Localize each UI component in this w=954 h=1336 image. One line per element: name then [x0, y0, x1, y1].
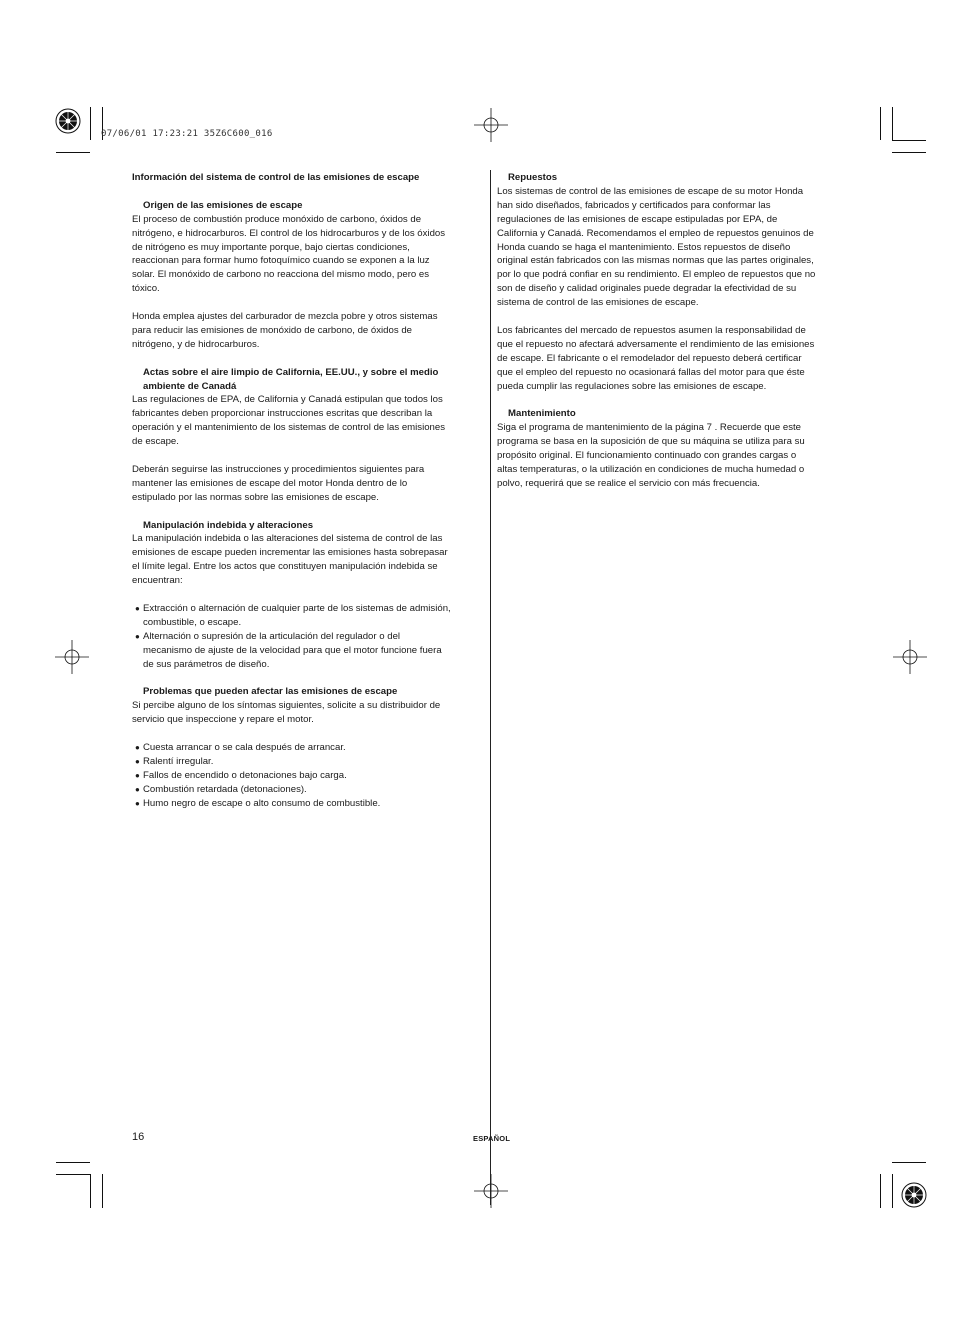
text-line: Honda emplea ajustes del carburador de mezcla pobre y otros sistemas — [132, 311, 438, 323]
bullet-icon: ● — [135, 784, 140, 794]
left-column — [132, 171, 488, 811]
list-item — [132, 741, 488, 755]
text-line: que el repuesto no afectará adversamente el rendimiento de las emisiones — [497, 338, 815, 350]
main-title: Información del sistema de control de las emisiones de escape — [132, 172, 420, 183]
crop-mark — [880, 1174, 881, 1208]
text-line: regulaciones de las emisiones de escape estipuladas por EPA, de — [497, 213, 778, 225]
text-line: Honda cuando se haga el mantenimiento. Estos repuestos de diseño — [497, 241, 791, 253]
text-line: de nitrógeno es muy importante porque, bajo ciertas condiciones, — [132, 241, 410, 253]
text-line: Las regulaciones de EPA, de California y Canadá estipulan que todos los — [132, 394, 443, 406]
crosshair-mark-top — [474, 108, 508, 142]
text-line: Ralentí irregular. — [143, 755, 214, 767]
section-heading: Problemas que pueden afectar las emisiones de escape — [143, 686, 398, 698]
text-line: servicio que inspeccione y repare el motor. — [132, 714, 314, 726]
text-line: son de diseño y calidad originales puede degradar la efectividad de su — [497, 283, 797, 295]
text-line: Cuesta arrancar o se cala después de arrancar. — [143, 742, 346, 754]
bullet-icon: ● — [135, 756, 140, 766]
crop-mark — [90, 1174, 91, 1208]
text-line: California y Canadá. Recomendamos el empleo de repuestos genuinos de — [497, 227, 814, 239]
text-line: original están fabricados con las mismas normas que las partes originales, — [497, 255, 814, 267]
text-line: han sido diseñados, fabricados y certificados para conformar las — [497, 199, 771, 211]
crop-mark — [892, 152, 926, 153]
text-line: por lo que podrá confiar en su rendimiento. El empleo de repuestos que no — [497, 269, 816, 281]
section-heading: Actas sobre el aire limpio de California, EE.UU., y sobre el medio — [143, 366, 439, 378]
text-line: estipulado por las normas sobre las emisiones de escape. — [132, 491, 379, 503]
list-item — [132, 755, 488, 769]
text-line: Deberán seguirse las instrucciones y procedimientos siguientes para — [132, 463, 425, 475]
text-line: altas temperaturas, o la utilización en condiciones de mucha humedad o — [497, 464, 805, 475]
text-line: Humo negro de escape o alto consumo de combustible. — [143, 797, 381, 809]
text-line: mecanismo de ajuste de la velocidad para que el motor funcione fuera — [143, 644, 442, 656]
text-line: Alternación o supresión de la articulación del regulador o del — [143, 630, 401, 642]
text-line: propósito original. El funcionamiento continuado con grandes cargas o — [497, 450, 797, 462]
text-line: Los fabricantes del mercado de repuestos asumen la responsabilidad de — [497, 324, 806, 336]
list-item — [132, 630, 488, 672]
list-item — [132, 769, 488, 783]
page-number: 16 — [132, 1131, 145, 1143]
text-line: sistema de control de las emisiones de escape. — [497, 297, 699, 309]
text-line: Siga el programa de mantenimiento de la página 7 . Recuerde que este — [497, 422, 801, 434]
text-line: tóxico. — [132, 283, 160, 295]
column-divider — [490, 170, 491, 1205]
section-heading: Manipulación indebida y alteraciones — [143, 519, 314, 531]
text-line: polvo, requerirá que se realice el servicio con más frecuencia. — [497, 477, 760, 489]
crop-mark — [56, 152, 90, 153]
crop-mark — [892, 1174, 893, 1208]
text-line: operación y el mantenimiento de los sistemas de control de las emisiones — [132, 422, 446, 434]
list-item — [132, 797, 488, 811]
text-line: Extracción o alternación de cualquier parte de los sistemas de admisión, — [143, 603, 451, 614]
text-line: Si percibe alguno de los síntomas siguientes, solicite a su distribuidor de — [132, 700, 441, 712]
crosshair-mark-bottom — [474, 1174, 508, 1208]
list-item — [132, 783, 488, 797]
text-line: el límite legal. Entre los actos que constituyen manipulación indebida se — [132, 561, 438, 573]
registration-target-bottom-right — [901, 1182, 927, 1208]
text-line: que el empleo del repuesto no ocasionará fallas del motor para que éste — [497, 366, 805, 378]
section-heading: Repuestos — [508, 172, 558, 183]
text-line: de sus parámetros de diseño. — [143, 658, 270, 670]
text-line: emisiones de escape pueden incrementar las emisiones hasta sobrepasar — [132, 547, 448, 559]
print-stamp: 07/06/01 17:23:21 35Z6C600_016 — [101, 129, 273, 139]
crop-mark — [880, 107, 881, 140]
registration-target-top-left — [55, 108, 81, 134]
bullet-icon: ● — [135, 770, 140, 780]
section-heading: ambiente de Canadá — [143, 380, 237, 392]
crosshair-mark-right — [893, 640, 927, 674]
text-line: pueda cumplir las regulaciones sobre las emisiones de escape. — [497, 380, 767, 392]
text-line: Fallos de encendido o detonaciones bajo carga. — [143, 769, 347, 781]
bullet-icon: ● — [135, 631, 140, 641]
text-line: combustible, o escape. — [143, 616, 242, 628]
text-line: solar. El monóxido de carbono no reacciona del mismo modo, pero es — [132, 269, 430, 281]
bullet-icon: ● — [135, 798, 140, 808]
text-line: encuentran: — [132, 575, 183, 587]
text-line: de escape. — [132, 436, 179, 448]
crop-mark — [892, 1162, 926, 1163]
text-line: El proceso de combustión produce monóxido de carbono, óxidos de — [132, 213, 422, 225]
section-heading: Origen de las emisiones de escape — [143, 199, 303, 211]
bullet-icon: ● — [135, 743, 140, 753]
bullet-icon: ● — [135, 604, 140, 613]
crop-mark — [56, 1174, 90, 1175]
text-line: de escape. El fabricante o el remodelador del repuesto deberá certificar — [497, 352, 802, 364]
text-line: reaccionan para formar humo fotoquímico cuando se exponen a la luz — [132, 255, 430, 267]
crop-mark — [90, 107, 91, 140]
section-heading: Mantenimiento — [508, 408, 576, 420]
language-label: ESPAÑOL — [473, 1134, 511, 1143]
crop-mark — [892, 107, 893, 140]
crop-mark — [56, 1162, 90, 1163]
list-item — [132, 602, 488, 630]
text-line: programa se basa en la suposición de que su máquina se utiliza para su — [497, 436, 805, 448]
crop-mark — [892, 140, 926, 141]
crosshair-mark-left — [55, 640, 89, 674]
text-line: nitrógeno, y de hidrocarburos. — [132, 338, 260, 350]
text-line: para reducir las emisiones de monóxido de carbono, de óxidos de — [132, 324, 412, 336]
text-line: La manipulación indebida o las alteraciones del sistema de control de las — [132, 533, 443, 545]
text-line: fabricantes deben proporcionar instrucciones escritas que describan la — [132, 408, 433, 420]
text-line: Combustión retardada (detonaciones). — [143, 783, 307, 795]
crop-mark — [102, 1174, 103, 1208]
text-line: nitrógeno, e hidrocarburos. El control de los hidrocarburos y de los óxidos — [132, 227, 446, 239]
right-column — [497, 171, 853, 491]
text-line: mantener las emisiones de escape del motor Honda dentro de lo — [132, 477, 408, 489]
text-line: Los sistemas de control de las emisiones de escape de su motor Honda — [497, 185, 804, 197]
